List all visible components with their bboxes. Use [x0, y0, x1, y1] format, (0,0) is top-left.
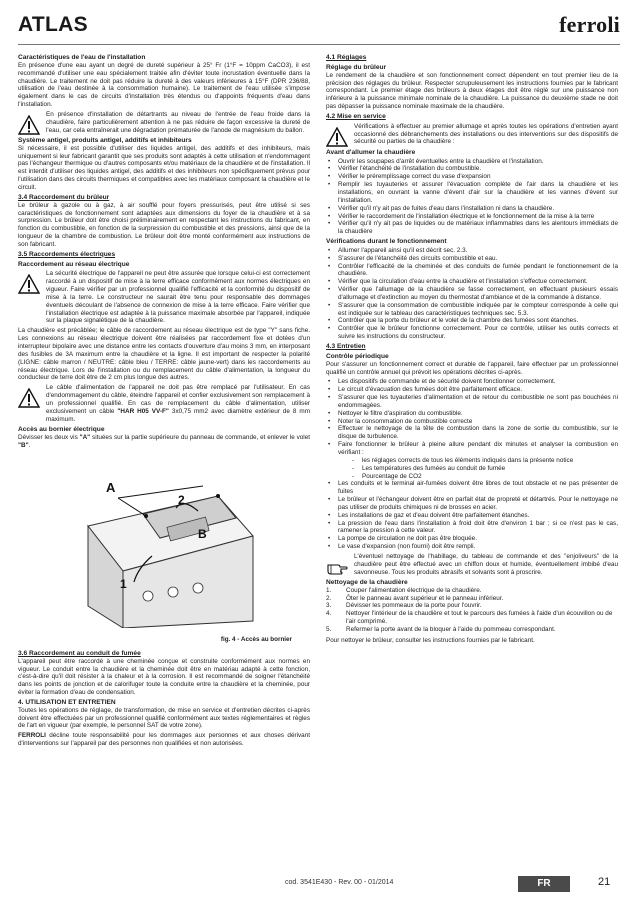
language-badge: FR: [518, 876, 570, 892]
burner-settings-heading: Réglage du brûleur: [326, 63, 387, 71]
page-number: 21: [598, 876, 611, 888]
periodic-heading: Contrôle périodique: [326, 352, 389, 360]
sublist-item: - les réglages corrects de tous les éléments indiqués dans la présente notice: [352, 457, 618, 465]
warning-triangle-icon: [18, 274, 40, 294]
during-list: [326, 247, 618, 341]
list-item: • Faire fonctionner le brûleur à pleine allure pendant dix minutes et analyser la combustion en vérifiant : - les réglages corrects de tous les éléments indiqués dans la présente notice - Les températures des fumées au conduit de fumée - Pourcentage de CO2: [326, 441, 618, 480]
list-item: • Contrôler que la porte du brûleur et le volet de la chambre des fumées sont étanches.: [326, 317, 618, 325]
list-item: • Remplir les tuyauteries et assurer l'évacuation complète de l'air dans la chaudière et les installations, en ouvrant la vanne d'évent d'air sur la chaudière et les vannes d'évent sur l'installation.: [326, 181, 618, 205]
left-column: [18, 52, 310, 860]
terminal-access-figure: [18, 456, 310, 634]
figure-caption: fig. 4 - Accès au bornier: [220, 635, 292, 643]
list-item: • Vérifier que la circulation d'eau entre la chaudière et l'installation s'effectue correctement.: [326, 278, 618, 286]
warning-triangle-icon: [18, 388, 40, 408]
list-item: • S'assurer de l'étanchéité des circuits combustible et eau.: [326, 255, 618, 263]
use-paragraph: Toutes les opérations de réglage, de transformation, de mise en service et d'entretien décrites ci-après doivent être effectuées par un professionnel qualifié conformément aux textes réglementaires et règles de l'art en vigueur (par exemple, le personnel SAT de votre zone).: [18, 706, 310, 730]
flue-paragraph: L'appareil peut être raccordé à une cheminée conçue et construite conformément aux normes en vigueur. Le conduit entre la chaudière et la cheminée doit être en matériau adapté à cette fonction, c'est-à-dire qu'il doit résister à la chaleur et à la corrosion. Il est recommandé de soigner l'étanchéité dans les points de jonction et de calorifuger toute la conduite entre la chaudière et la cheminée, pour éviter la formation d'eau de condensation.: [18, 657, 310, 697]
ferroli-disclaimer: FERROLI décline toute responsabilité pour les dommages aux personnes et aux choses dérivant d'interventions sur l'appareil par des personnes non qualifiées et non autorisées.: [18, 732, 310, 748]
list-item: • Noter la consommation de combustible correcte: [326, 418, 618, 426]
electric-heading: 3.5 Raccordements électriques: [18, 250, 116, 258]
warning-cable: [18, 384, 310, 423]
boiler-cleaning-heading: Nettoyage de la chaudière: [326, 578, 408, 586]
step-item: 2. Ôter le panneau avant supérieur et le panneau inférieur.: [326, 594, 504, 602]
cable-paragraph: La chaudière est précâblée; le câble de raccordement au réseau électrique est de type "Y" sans fiche. Les connexions au réseau électrique doivent être réalisées par raccordement fixe et dotées d'un interrupteur bipolaire avec une distance entre les contacts d'ouverture d'au moins 3 mm, en interposant des fusibles de 3A maximum entre la chaudière et la ligne. Il est important de respecter la polarité (LIGNE: câble marron / NEUTRE: câble bleu / TERRE: câble jaune-vert) dans les raccordements au réseau électrique. Lors de l'installation ou du remplacement du câble d'alimentation, la longueur du conducteur de terre doit être de 2 cm plus longue des autres.: [18, 327, 310, 382]
list-item: • Les dispositifs de commande et de sécurité doivent fonctionner correctement.: [326, 378, 618, 386]
list-item: • Vérifier qu'il n'y ait pas de fuites d'eau dans l'installation ni dans la chaudière.: [326, 205, 618, 213]
list-item: • Contrôler que le brûleur fonctionne correctement. Pour ce contrôle, utiliser les outils corrects et suivre les instructions du constructeur.: [326, 325, 618, 341]
warning-earth: [18, 270, 310, 325]
list-item: • Vérifier que l'allumage de la chaudière se fasse correctement, en effectuant plusieurs essais d'allumage et d'extinction au moyen du thermostat d'ambiance et de la commande à distance.: [326, 286, 618, 302]
warning-startup: [326, 123, 618, 147]
step-item: 4. Nettoyer l'intérieur de la chaudière et tout le parcours des fumées à l'aide d'un écouvillon ou de l'air comprimé.: [326, 610, 613, 626]
use-heading: 4. UTILISATION ET ENTRETIEN: [18, 698, 116, 706]
step-item: 3. Dévisser les pommeaux de la porte pour l'ouvrir.: [326, 602, 482, 610]
sublist-item: - Pourcentage de CO2: [352, 473, 618, 481]
pointing-hand-icon: [326, 557, 348, 577]
figure-label-2: 2: [178, 492, 185, 507]
header-divider: [18, 44, 620, 45]
startup-heading: 4.2 Mise en service: [326, 112, 386, 120]
note-cleaning-text: L'éventuel nettoyage de l'habillage, du tableau de commande et des "enjoliveurs" de la chaudière peut être effectué avec un chiffon doux et humide, éventuellement imbibé d'eau savonneuse. Tous les produits abrasifs et solvants sont à proscrire.: [354, 552, 618, 576]
warning-startup-text: Vérifications à effectuer au premier allumage et après toutes les opérations d'entretien ayant occasionné des débranchements des installations ou des interventions sur des dispositifs de sécurité ou parties de la chaudière :: [354, 122, 618, 146]
list-item: • Vérifier l'étanchéité de l'installation du combustible.: [326, 165, 618, 173]
warning-triangle-icon: [326, 127, 348, 147]
list-item: • Le vase d'expansion (non fourni) doit être rempli.: [326, 543, 618, 551]
list-item: • La pompe de circulation ne doit pas être bloquée.: [326, 535, 618, 543]
final-paragraph: Pour nettoyer le brûleur, consulter les instructions fournies par le fabricant.: [326, 636, 535, 644]
page-footer: [0, 872, 638, 898]
before-list: [326, 158, 618, 236]
list-item: • Le circuit d'évacuation des fumées doit être parfaitement efficace.: [326, 386, 618, 394]
atlas-logo: ATLAS: [18, 13, 88, 36]
warning-descaler: [18, 111, 310, 135]
burner-connection-paragraph: Le brûleur à gazole ou à gaz, à air soufflé pour foyers pressurisés, peut être utilisé si ses caractéristiques de fonctionnement sont adaptées aux dimensions du foyer de la chaudière et à sa surpression. Le brûleur doit être choisi préliminairement en respectant les instructions du fabricant, en fonction du combustible, en fonction de la surpression du combustible et des pressions, ainsi que de la longueur de la chambre de combustion. Le brûleur doit être monté conformément aux instructions de son fabricant.: [18, 201, 310, 248]
list-item: • Vérifier qu'il n'y ait pas de liquides ou de matériaux inflammables dans les alentours immédiats de la chaudière: [326, 220, 618, 236]
list-item: • Le brûleur et l'échangeur doivent être en parfait état de propreté et détartrés. Pour le nettoyage ne pas utiliser de produits chimiques ni de brosses en acier.: [326, 496, 618, 512]
right-column: [326, 52, 618, 860]
figure-label-1: 1: [120, 576, 127, 591]
figure-label-a: A: [106, 479, 116, 495]
list-item: • Ouvrir les soupapes d'arrêt éventuelles entre la chaudière et l'installation.: [326, 158, 618, 166]
settings-heading: 4.1 Réglages: [326, 54, 367, 61]
burner-connection-heading: 3.4 Raccordement du brûleur: [18, 193, 110, 201]
list-item: • S'assurer que les tuyauteries d'alimentation et de retour du combustible ne sont pas bouchées ni endommagées.: [326, 394, 618, 410]
burner-settings-paragraph: Le rendement de la chaudière et son fonctionnement correct dépendent en tout premier lieu de la précision des réglages du brûleur. Respecter scrupuleusement les instructions fournies par le fabricant correspondant. Le premier étage des brûleurs à deux étages doit être réglé sur une puissance non inférieure à la puissance minimale nominale de la chaudière. La puissance du deuxième stade ne doit pas dépasser la puissance nominale maximale de la chaudière.: [326, 71, 618, 111]
list-item: • Effectuer le nettoyage de la tête de combustion dans la zone de sortie du combustible, sur le disque de turbulence.: [326, 425, 618, 441]
during-heading: Vérifications durant le fonctionnement: [326, 238, 447, 246]
list-item: • Contrôler l'efficacité de la cheminée et des conduits de fumée pendant le fonctionnement de la chaudière.: [326, 263, 618, 279]
list-item: • Vérifier le raccordement de l'installation électrique et le fonctionnement de la mise à la terre: [326, 213, 618, 221]
step-item: 5. Refermer la porte avant de la bloquer à l'aide du pommeau correspondant.: [326, 626, 556, 633]
list-item: • S'assurer que la consommation de combustible indiquée par le compteur corresponde à celle qui est indiquée sur le tableau des caractéristiques techniques sec. 5.3.: [326, 302, 618, 318]
network-heading: Raccordement au réseau électrique: [18, 260, 130, 268]
access-heading: Accès au bornier électrique: [18, 426, 105, 434]
list-item: • Vérifier le préremplissage correct du vase d'expansion: [326, 173, 618, 181]
before-heading: Avant d'allumer la chaudière: [326, 148, 416, 156]
maintenance-heading: 4.3 Entretien: [326, 343, 366, 350]
list-item: • La pression de l'eau dans l'installation à froid doit être d'environ 1 bar ; si ce n'est pas le cas, ramener la pression à cette valeur.: [326, 520, 618, 536]
page-header: [0, 0, 638, 48]
figure-label-b: B: [198, 526, 207, 541]
antifreeze-paragraph: Si nécessaire, il est possible d'utiliser des liquides antigel, des additifs et des inhibiteurs, mais uniquement si leur fabricant garantit que ses produits sont adaptés à cette utilisation et n'endommagent pas l'échangeur thermique ou d'autres composants et/ou matériaux de la chaudière et de l'installation. Il est interdit d'utiliser des liquides antigel, des additifs et des inhibiteurs non spécifiquement prévus pour l'utilisation dans des circuits thermiques et compatibles avec les matériaux composant la chaudière et le circuit.: [18, 144, 310, 191]
note-cleaning: [326, 553, 618, 577]
step-item: 1. Couper l'alimentation électrique de la chaudière.: [326, 586, 482, 594]
periodic-list: [326, 378, 618, 551]
sublist-item: - Les températures des fumées au conduit de fumée: [352, 465, 618, 473]
document-code: cod. 3541E430 - Rev. 00 - 01/2014: [285, 879, 394, 886]
warning-triangle-icon: [18, 115, 40, 135]
list-item: • Nettoyer le filtre d'aspiration du combustible.: [326, 410, 618, 418]
antifreeze-heading: Système antigel, produits antigel, additifs et inhibiteurs: [18, 136, 192, 144]
cleaning-steps: [326, 587, 618, 634]
warning-descaler-text: En présence d'installation de détartrants au niveau de l'entrée de l'eau froide dans la chaudière, faire particulièrement attention à ne pas réduire de façon excessive la dureté de l'eau, car cela entraînerait une dégradation prématurée de l'anode de magnésium du ballon.: [46, 110, 310, 134]
flue-heading: 3.6 Raccordement au conduit de fumée: [18, 649, 141, 657]
ferroli-logo: ferroli: [559, 12, 620, 37]
warning-earth-text: La sécurité électrique de l'appareil ne peut être assurée que lorsque celui-ci est correctement raccordé à un dispositif de mise à la terre efficace conformément aux normes électriques en vigueur. Faire vérifier par un professionnel qualifié l'efficacité et la conformité du dispositif de mise à la terre. Le constructeur ne saurait être tenu pour responsable des dommages éventuels découlant de l'absence de connexion de mise à la terre efficace. Faire vérifier que l'installation électrique est adaptée à la puissance maximale absorbée par l'appareil, indiquée sur la plaque signalétique de la chaudière.: [46, 270, 310, 325]
water-paragraph: En présence d'une eau ayant un degré de dureté supérieur à 25° Fr (1°F = 10ppm CaCO3), il est recommandé d'utiliser une eau spécialement traitée afin d'éviter toute incrustation éventuelle dans la chaudière. Le traitement ne doit pas réduire la dureté à des valeurs inférieures à 15°F (DPR 236/88, utilisation de l'eau destinée à la consommation humaine). Le traitement de l'eau utilisée s'impose également dans le cas de circuits d'installation très étendus ou d'appoints fréquents d'eau dans l'installation.: [18, 61, 310, 109]
boiler-illustration: [48, 456, 268, 628]
combustion-sublist: [352, 457, 618, 481]
water-heading: Caractéristiques de l'eau de l'installation: [18, 54, 146, 61]
list-item: • Les conduits et le terminal air-fumées doivent être libres de tout obstacle et ne pas présenter de fuites: [326, 480, 618, 496]
list-item: • Les installations de gaz et d'eau doivent être parfaitement étanches.: [326, 512, 618, 520]
warning-cable-text: Le câble d'alimentation de l'appareil ne doit pas être remplacé par l'utilisateur. En cas d'endommagement du câble, éteindre l'appareil et confier exclusivement son remplacement à un professionnel qualifié. En cas de remplacement du câble d'alimentation, utiliser exclusivement un câble "HAR H05 VV-F" 3x0,75 mm2 avec diamètre extérieur de 8 mm maximum.: [46, 384, 310, 423]
periodic-paragraph: Pour s'assurer un fonctionnement correct et durable de l'appareil, faire effectuer par un professionnel qualifié un contrôle annuel qui prévoit les opérations décrites ci-après.: [326, 360, 618, 376]
access-paragraph: Dévisser les deux vis "A" situées sur la partie supérieure du panneau de commande, et enlever le volet "B".: [18, 434, 310, 450]
list-item: • Allumer l'appareil ainsi qu'il est décrit sec. 2.3.: [326, 247, 618, 255]
